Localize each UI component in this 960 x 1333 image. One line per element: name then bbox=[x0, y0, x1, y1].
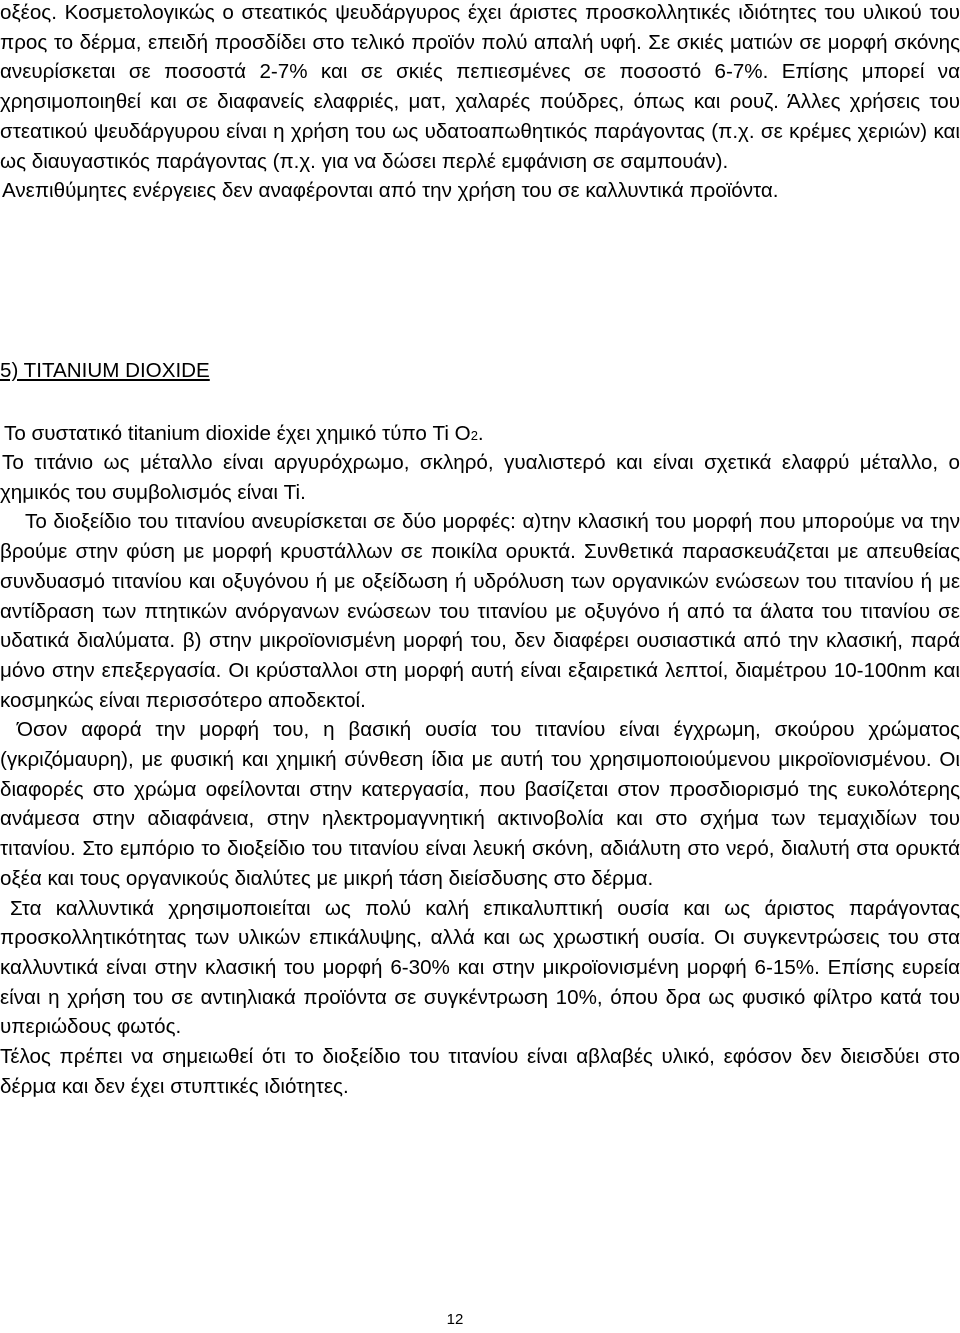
formula-text: Το συστατικό titanium dioxide έχει χημικό τύπο Ti O bbox=[4, 422, 471, 445]
paragraph-titanium-metal: Το τιτάνιο ως μέταλλο είναι αργυρόχρωμο, σκληρό, γυαλιστερό και είναι σχετικά ελαφρύ μέταλλο, ο χημικός του συμβολισμός είναι Ti. bbox=[0, 451, 960, 504]
page-number: 12 bbox=[446, 1311, 464, 1328]
formula-line bbox=[4, 419, 960, 451]
section-body bbox=[0, 448, 960, 1101]
paragraph-safety: Τέλος πρέπει να σημειωθεί ότι το διοξείδιο του τιτανίου είναι αβλαβές υλικό, εφόσον δεν διεισδύει στο δέρμα και δεν έχει στυπτικές ιδιότητες. bbox=[0, 1045, 960, 1098]
zinc-stearate-text: οξέος. Κοσμετολογικώς ο στεατικός ψευδάργυρος έχει άριστες προσκολλητικές ιδιότητες του υλικού του προς το δέρμα, επειδή προσδίδει στο τελικό προϊόν πολύ απαλή υφή. Σε σκιές ματιών σε μορφή σκόνης ανευρίσκεται σε ποσοστά 2-7% και σε σκιές πεπιεσμένες σε ποσοστό 6-7%. Επίσης μπορεί να χρησιμοποιηθεί και σε διαφανείς ελαφριές, ματ, χαλαρές πούδρες, όπως και ρουζ. Άλλες χρήσεις του στεατικού ψευδάργυρου είναι η χρήση του ως υδατοαπωθητικός παράγοντας (π.χ. σε κρέμες χεριών) και ως διαυγαστικός παράγοντας (π.χ. για να δώσει περλέ εμφάνιση σε σαμπουάν). bbox=[0, 1, 960, 173]
formula-suffix: . bbox=[477, 422, 484, 445]
paragraph-cosmetic-uses: Στα καλλυντικά χρησιμοποιείται ως πολύ καλή επικαλυπτική ουσία και ως άριστος παράγοντας προσκολλητικότητας των υλικών επικάλυψης, αλλά και ως χρωστική ουσία. Οι συγκεντρώσεις του στα καλλυντικά είναι στην κλασική του μορφή 6-30% και στην μικροϊονισμένη μορφή 6-15%. Επίσης ευρεία είναι η χρήση του σε αντιηλιακά προϊόντα σε συγκέντρωση 10%, όπου δρα ως φυσικό φίλτρο κατά του υπεριώδους φωτός. bbox=[0, 896, 960, 1039]
top-paragraph bbox=[0, 0, 960, 206]
paragraph-titanium-color: Όσον αφορά την μορφή του, η βασική ουσία του τιτανίου είναι έγχρωμη, σκούρου χρώματος (γκριζόμαυρη), με φυσική και χημική σύνθεση ίδια με αυτή του χρησιμοποιούμενου μικροϊονισμένου. Οι διαφορές στο χρώμα οφείλονται στην κατεργασία, που βασίζεται στον προσδιορισμό της ευκολότερης ανάμεσα στην αδιαφάνεια, στην ηλεκτρομαγνητική ακτινοβολία και στο σχήμα των τεμαχιδίων του τιτανίου. Στο εμπόριο το διοξείδιο του τιτανίου είναι λευκή σκόνη, αδιάλυτη στο νερό, διαλυτή στα ορυκτά οξέα και τους οργανικούς διαλύτες με μικρή τάση διείσδυσης στο δέρμα. bbox=[0, 718, 960, 890]
paragraph-titanium-dioxide-forms: Το διοξείδιο του τιτανίου ανευρίσκεται σε δύο μορφές: α)την κλασική του μορφή που μπορούμε να την βρούμε στην φύση με μορφή κρυστάλλων σε ποικίλα ορυκτά. Συνθετικά παρασκευάζεται με απευθείας συνδυασμό τιτανίου και οξυγόνου ή με οξείδωση ή υδρόλυση των οργανικών ενώσεων του τιτανίου ή με αντίδραση των πτητικών ανόργανων ενώσεων του τιτανίου με οξυγόνο ή από τα άλατα του τιτανίου σε υδατικά διαλύματα. β) στην μικροϊονισμένη μορφή του, δεν διαφέρει ουσιαστικά από την κλασική, παρά μόνο στην επεξεργασία. Οι κρύσταλλοι στη μορφή αυτή είναι εξαιρετικά λεπτοί, διαμέτρου 10-100nm και κοσμηκώς είναι περισσότερο αποδεκτοί. bbox=[0, 510, 960, 712]
adverse-effects-text: Ανεπιθύμητες ενέργειες δεν αναφέρονται από την χρήση του σε καλλυντικά προϊόντα. bbox=[2, 179, 779, 203]
formula-subscript: 2 bbox=[470, 428, 478, 443]
section-heading: 5) TITANIUM DIOXIDE bbox=[0, 359, 210, 382]
